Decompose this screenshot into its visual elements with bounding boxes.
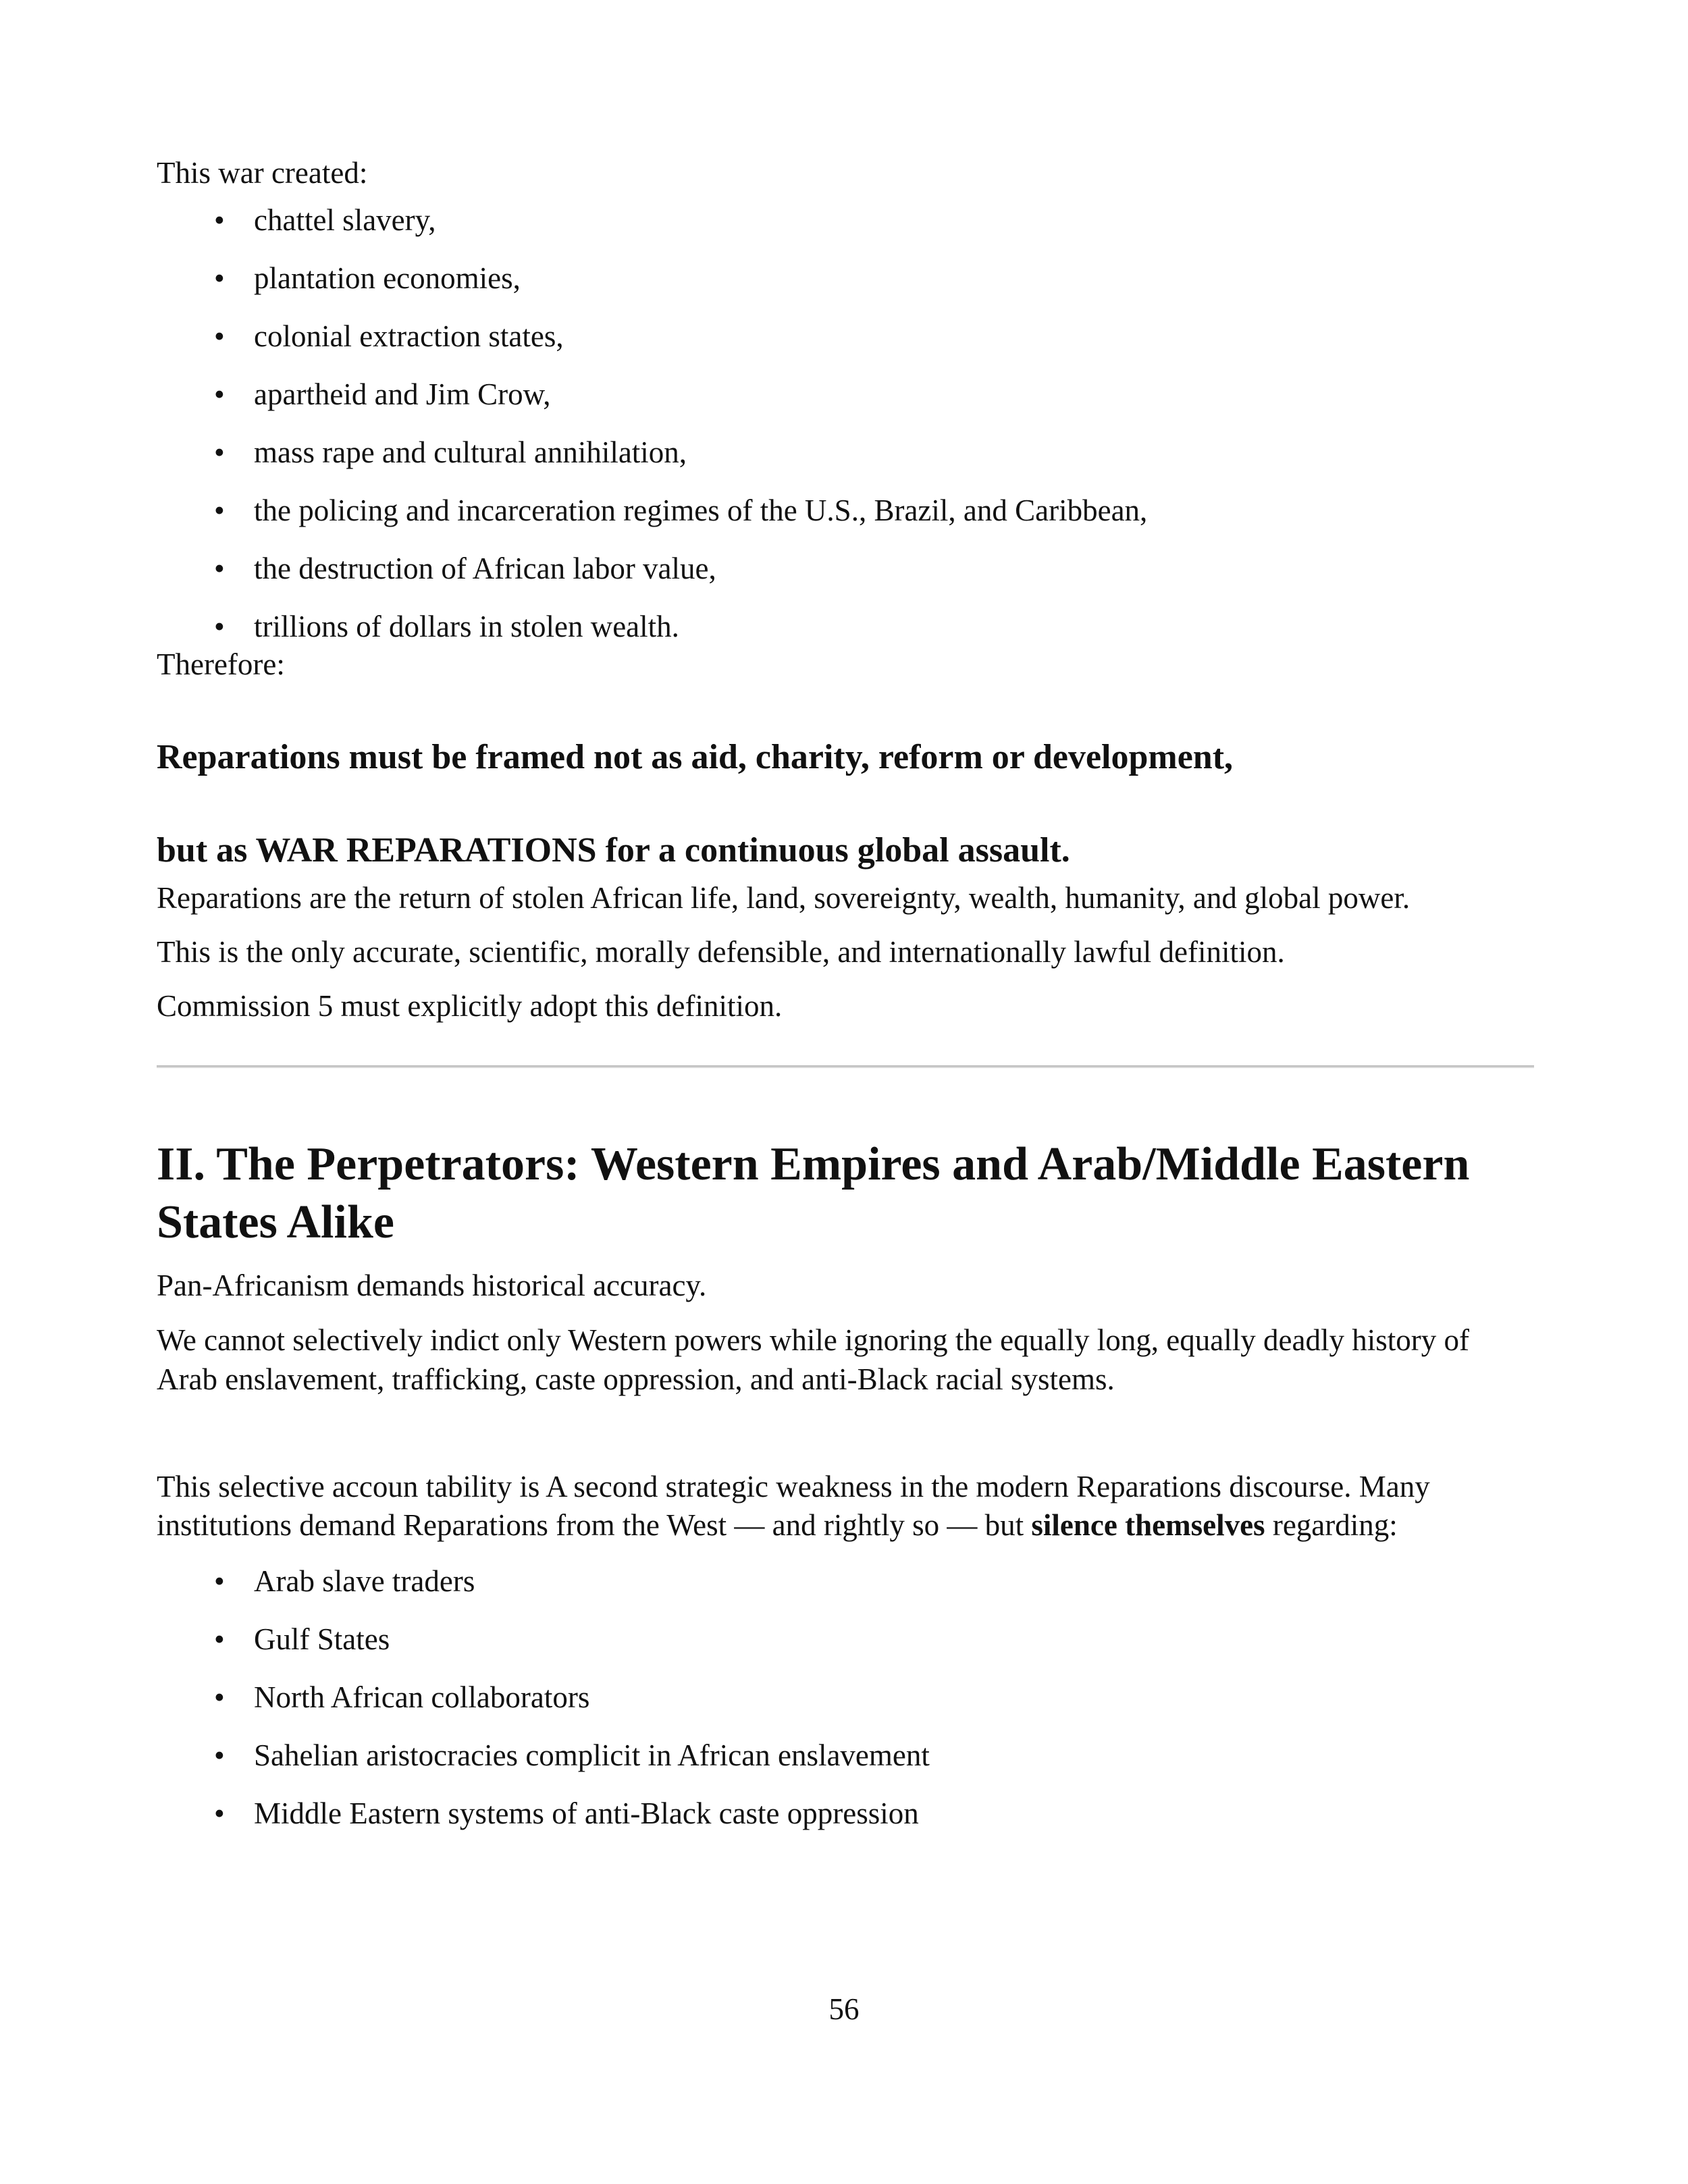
list-item: • chattel slavery, (157, 201, 1534, 239)
list-item: • apartheid and Jim Crow, (157, 375, 1534, 413)
section-paragraph-1: Pan-Africanism demands historical accuracy. (157, 1269, 707, 1302)
thesis-line-1: Reparations must be framed not as aid, charity, reform or development, (157, 738, 1234, 776)
perpetrators-list (157, 1562, 1534, 1832)
definition-paragraph-3: Commission 5 must explicitly adopt this definition. (157, 989, 783, 1023)
section-paragraph-2: We cannot selectively indict only Western powers while ignoring the equally long, equally deadly history of Arab enslavement, trafficking, caste oppression, and anti-Black racial systems. (157, 1323, 1469, 1396)
section-heading: II. The Perpetrators: Western Empires and Arab/Middle Eastern States Alike (157, 1138, 1470, 1248)
paragraph-text: regarding: (1265, 1508, 1398, 1542)
list-item: • Middle Eastern systems of anti-Black caste oppression (157, 1794, 1534, 1832)
intro-lead: This war created: (157, 156, 368, 190)
definition-paragraph-2: This is the only accurate, scientific, morally defensible, and internationally lawful definition. (157, 935, 1285, 969)
list-item: • colonial extraction states, (157, 317, 1534, 355)
paragraph-text: This selective accoun tability is A second strategic weakness in the modern Reparations discourse. Many institutions demand Reparations from the West — and rightly so — but (157, 1470, 1430, 1542)
list-item: • the policing and incarceration regimes of the U.S., Brazil, and Caribbean, (157, 491, 1534, 529)
list-item: • trillions of dollars in stolen wealth. (157, 608, 1534, 645)
list-item: • Gulf States (157, 1620, 1534, 1658)
therefore-text: Therefore: (157, 647, 285, 681)
list-item: • Sahelian aristocracies complicit in African enslavement (157, 1736, 1534, 1774)
list-item: • plantation economies, (157, 259, 1534, 297)
definition-paragraph-1: Reparations are the return of stolen African life, land, sovereignty, wealth, humanity, and global power. (157, 881, 1410, 915)
emphasis-text: silence themselves (1031, 1508, 1265, 1542)
list-item: • Arab slave traders (157, 1562, 1534, 1600)
thesis-line-2: but as WAR REPARATIONS for a continuous global assault. (157, 831, 1070, 870)
war-consequences-list (157, 201, 1534, 645)
list-item: • mass rape and cultural annihilation, (157, 433, 1534, 471)
list-item: • the destruction of African labor value, (157, 550, 1534, 587)
page-number: 56 (828, 1992, 860, 2026)
section-paragraph-3 (157, 1468, 1534, 1545)
list-item: • North African collaborators (157, 1678, 1534, 1716)
document-page (157, 154, 1534, 1832)
